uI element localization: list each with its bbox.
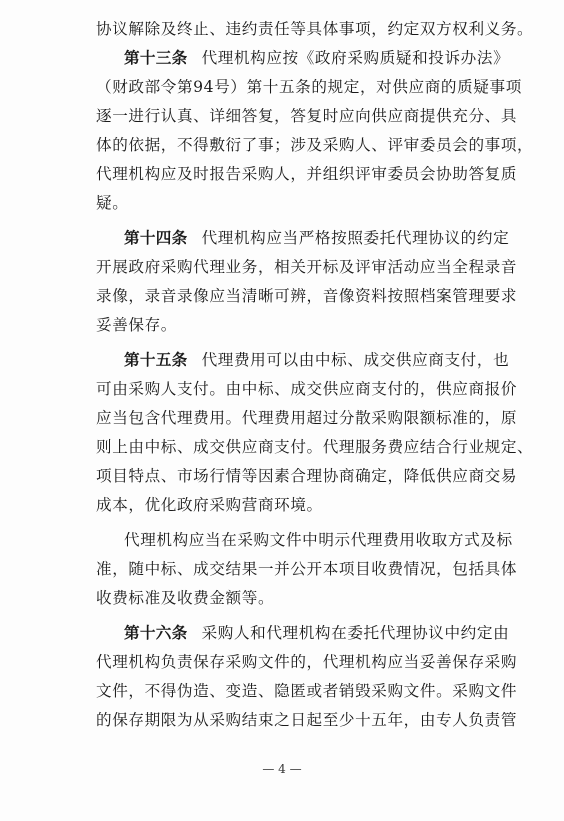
article-13-first-line <box>124 47 509 69</box>
text-line: 代理机构应当在采购文件中明示代理费用收取方式及标 <box>124 531 513 549</box>
article-16-heading: 第十六条 <box>124 624 188 642</box>
text-line: 准，随中标、成交结果一并公开本项目收费情况，包括具体 <box>96 560 518 578</box>
article-14-first-line <box>124 227 509 249</box>
text-line: 妥善保存。 <box>96 316 177 334</box>
article-15-first-line <box>124 349 509 371</box>
article-13-text: 代理机构应按《政府采购质疑和投诉办法》 <box>201 49 510 67</box>
text-line: （财政部令第94号）第十五条的规定，对供应商的质疑事项 <box>96 78 522 96</box>
text-line: 则上由中标、成交供应商支付。代理服务费应结合行业规定、 <box>96 438 534 456</box>
text-line: 开展政府采购代理业务，相关开标及评审活动应当全程录音 <box>96 258 518 276</box>
text-line: 收费标准及收费金额等。 <box>96 589 275 607</box>
page-number: — 4 — <box>262 762 302 776</box>
article-15-text: 代理费用可以由中标、成交供应商支付，也 <box>201 351 510 369</box>
text-line: 疑。 <box>96 194 129 212</box>
article-13-heading: 第十三条 <box>124 49 188 67</box>
article-14-text: 代理机构应当严格按照委托代理协议的约定 <box>201 229 510 247</box>
text-line: 成本，优化政府采购营商环境。 <box>96 496 323 514</box>
text-line: 的保存期限为从采购结束之日起至少十五年，由专人负责管 <box>96 711 518 729</box>
text-line: 代理机构负责保存采购文件的，代理机构应当妥善保存采购 <box>96 653 518 671</box>
text-line: 逐一进行认真、详细答复，答复时应向供应商提供充分、具 <box>96 107 518 125</box>
article-16-first-line <box>124 622 509 644</box>
text-line: 可由采购人支付。由中标、成交供应商支付的，供应商报价 <box>96 380 518 398</box>
text-line: 体的依据，不得敷衍了事；涉及采购人、评审委员会的事项， <box>96 136 534 154</box>
article-14-heading: 第十四条 <box>124 229 188 247</box>
text-line: 协议解除及终止、违约责任等具体事项，约定双方权利义务。 <box>96 20 534 38</box>
text-line: 应当包含代理费用。代理费用超过分散采购限额标准的，原 <box>96 409 518 427</box>
article-16-text: 采购人和代理机构在委托代理协议中约定由 <box>201 624 510 642</box>
text-line: 录像，录音录像应当清晰可辨，音像资料按照档案管理要求 <box>96 287 518 305</box>
text-line: 代理机构应及时报告采购人，并组织评审委员会协助答复质 <box>96 165 518 183</box>
article-15-heading: 第十五条 <box>124 351 188 369</box>
text-line: 文件，不得伪造、变造、隐匿或者销毁采购文件。采购文件 <box>96 682 518 700</box>
text-line: 项目特点、市场行情等因素合理协商确定，降低供应商交易 <box>96 467 518 485</box>
